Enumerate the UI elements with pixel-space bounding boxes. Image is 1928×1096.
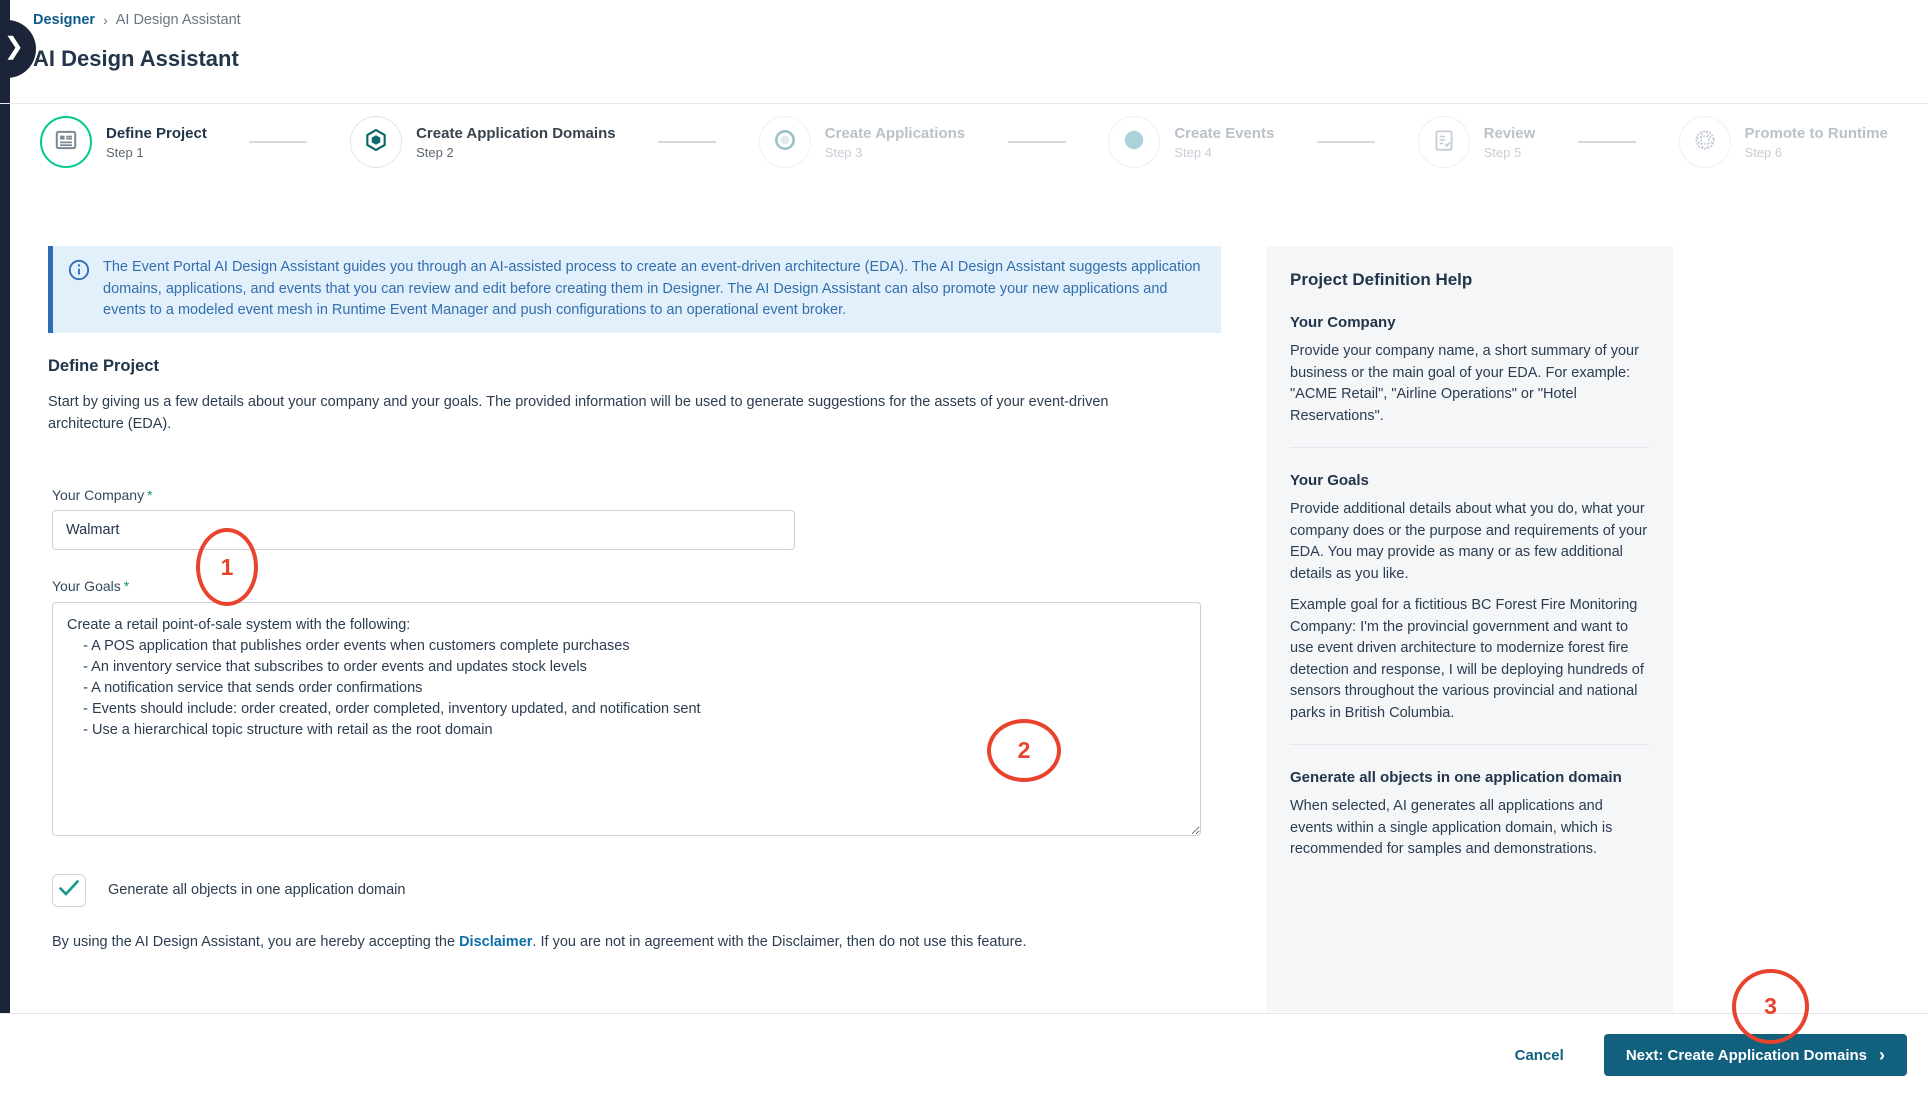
application-domain-hexagon-icon	[363, 127, 389, 158]
step-connector	[1317, 141, 1375, 143]
step-connector	[1578, 141, 1636, 143]
help-single-domain-heading: Generate all objects in one application domain	[1290, 769, 1622, 786]
info-banner	[48, 246, 1221, 333]
step4-subtitle: Step 4	[1174, 144, 1212, 160]
step1-subtitle: Step 1	[106, 144, 144, 160]
required-asterisk: *	[123, 577, 130, 594]
step3-title: Create Applications	[824, 124, 966, 142]
chevron-right-icon: ›	[1879, 1045, 1885, 1065]
generate-single-domain-checkbox[interactable]	[52, 874, 86, 907]
step3-circle	[759, 116, 811, 168]
step2-subtitle: Step 2	[416, 144, 454, 160]
goals-field-label: Your Goals *	[52, 577, 130, 594]
step6-subtitle: Step 6	[1744, 144, 1783, 160]
step4-circle	[1108, 116, 1160, 168]
step1-title: Define Project	[106, 124, 207, 142]
breadcrumb-separator-icon: ›	[103, 12, 108, 28]
article-icon	[53, 127, 79, 158]
chevron-right-icon: ❯	[3, 33, 24, 60]
runtime-globe-icon	[1692, 127, 1718, 158]
help-your-goals-heading: Your Goals	[1290, 472, 1369, 489]
step-connector	[249, 141, 307, 143]
required-asterisk: *	[147, 486, 153, 503]
single-domain-row	[52, 874, 1221, 907]
define-project-description: Start by giving us a few details about your company and your goals. The provided information will be used to generate suggestions for the assets of your event-driven architecture (EDA).	[48, 393, 1109, 432]
step6-circle	[1679, 116, 1731, 168]
page-title: AI Design Assistant	[33, 46, 239, 71]
help-your-company-heading: Your Company	[1290, 314, 1396, 331]
help-your-company-text: Provide your company name, a short summary of your business or the main goal of your EDA. For example: "ACME Retail", "Airline Operations" or "Hotel Reservations".	[1290, 343, 1639, 424]
annotation-circle-3: 3	[1732, 969, 1809, 1044]
help-your-goals-text-1: Provide additional details about what you do, what your company does or the purpose and requirements of your EDA. You may provide as many or as few additional details as you like.	[1290, 501, 1648, 582]
single-domain-checkbox-label: Generate all objects in one application domain	[108, 882, 406, 898]
next-button-label: Next: Create Application Domains	[1625, 1046, 1867, 1064]
disclaimer-text: By using the AI Design Assistant, you are hereby accepting the Disclaimer. If you are not in agreement with the Disclaimer, then do not use this feature.	[52, 933, 1027, 950]
review-checklist-icon	[1431, 127, 1457, 158]
step6-title: Promote to Runtime	[1744, 124, 1888, 142]
checkmark-icon	[58, 879, 80, 902]
step5-circle	[1418, 116, 1470, 168]
step3-subtitle: Step 3	[824, 144, 863, 160]
info-icon	[68, 259, 90, 322]
wizard-stepper	[0, 116, 1928, 168]
step-review	[1418, 116, 1536, 168]
help-panel-title: Project Definition Help	[1290, 270, 1473, 289]
wizard-footer	[0, 1013, 1928, 1096]
event-dot-icon	[1121, 127, 1147, 158]
sidebar-expand-toggle[interactable]	[0, 20, 36, 78]
step-create-events	[1108, 116, 1274, 168]
help-your-goals-text-2: Example goal for a fictitious BC Forest Fire Monitoring Company: I'm the provincial government and want to use event driven architecture to modernize forest fire detection and response, I will be deploying hundreds of sensors throughout the various provincial and national parks in British Columbia.	[1290, 597, 1644, 721]
disclaimer-link[interactable]: Disclaimer	[459, 933, 533, 950]
step-connector	[658, 141, 716, 143]
help-single-domain-text: When selected, AI generates all applications and events within a single application domain, which is recommended for samples and demonstrations.	[1290, 798, 1613, 857]
breadcrumb	[33, 12, 241, 28]
company-field-label: Your Company *	[52, 486, 153, 503]
step4-title: Create Events	[1174, 124, 1275, 142]
help-section-divider	[1290, 447, 1649, 448]
step-define-project[interactable]	[40, 116, 207, 168]
application-circles-icon	[772, 127, 798, 158]
step-connector	[1008, 141, 1066, 143]
step5-title: Review	[1483, 124, 1536, 142]
breadcrumb-designer-link[interactable]: Designer	[33, 12, 96, 28]
header-divider	[0, 103, 1928, 104]
info-banner-text: The Event Portal AI Design Assistant guides you through an AI-assisted process to create an event-driven architecture (EDA). The AI Design Assistant suggests application domains, applications, and events that you can review and edit before creating them in Designer. The AI Design Assistant can also promote your new applications and events to a modeled event mesh in Runtime Event Manager and push configurations to an operational event broker.	[103, 259, 1201, 318]
step1-circle	[40, 116, 92, 168]
step5-subtitle: Step 5	[1483, 144, 1522, 160]
step-create-applications	[759, 116, 965, 168]
step-promote-to-runtime	[1679, 116, 1888, 168]
help-section-divider	[1290, 744, 1649, 745]
project-definition-help-panel	[1266, 246, 1673, 1012]
cancel-button[interactable]: Cancel	[1514, 1046, 1564, 1064]
define-project-heading: Define Project	[48, 356, 159, 375]
annotation-circle-1: 1	[196, 528, 258, 606]
step2-circle	[350, 116, 402, 168]
company-input[interactable]	[52, 510, 795, 550]
step-create-application-domains[interactable]	[350, 116, 615, 168]
step2-title: Create Application Domains	[416, 124, 616, 142]
breadcrumb-current: AI Design Assistant	[115, 12, 241, 28]
annotation-circle-2: 2	[987, 719, 1061, 782]
